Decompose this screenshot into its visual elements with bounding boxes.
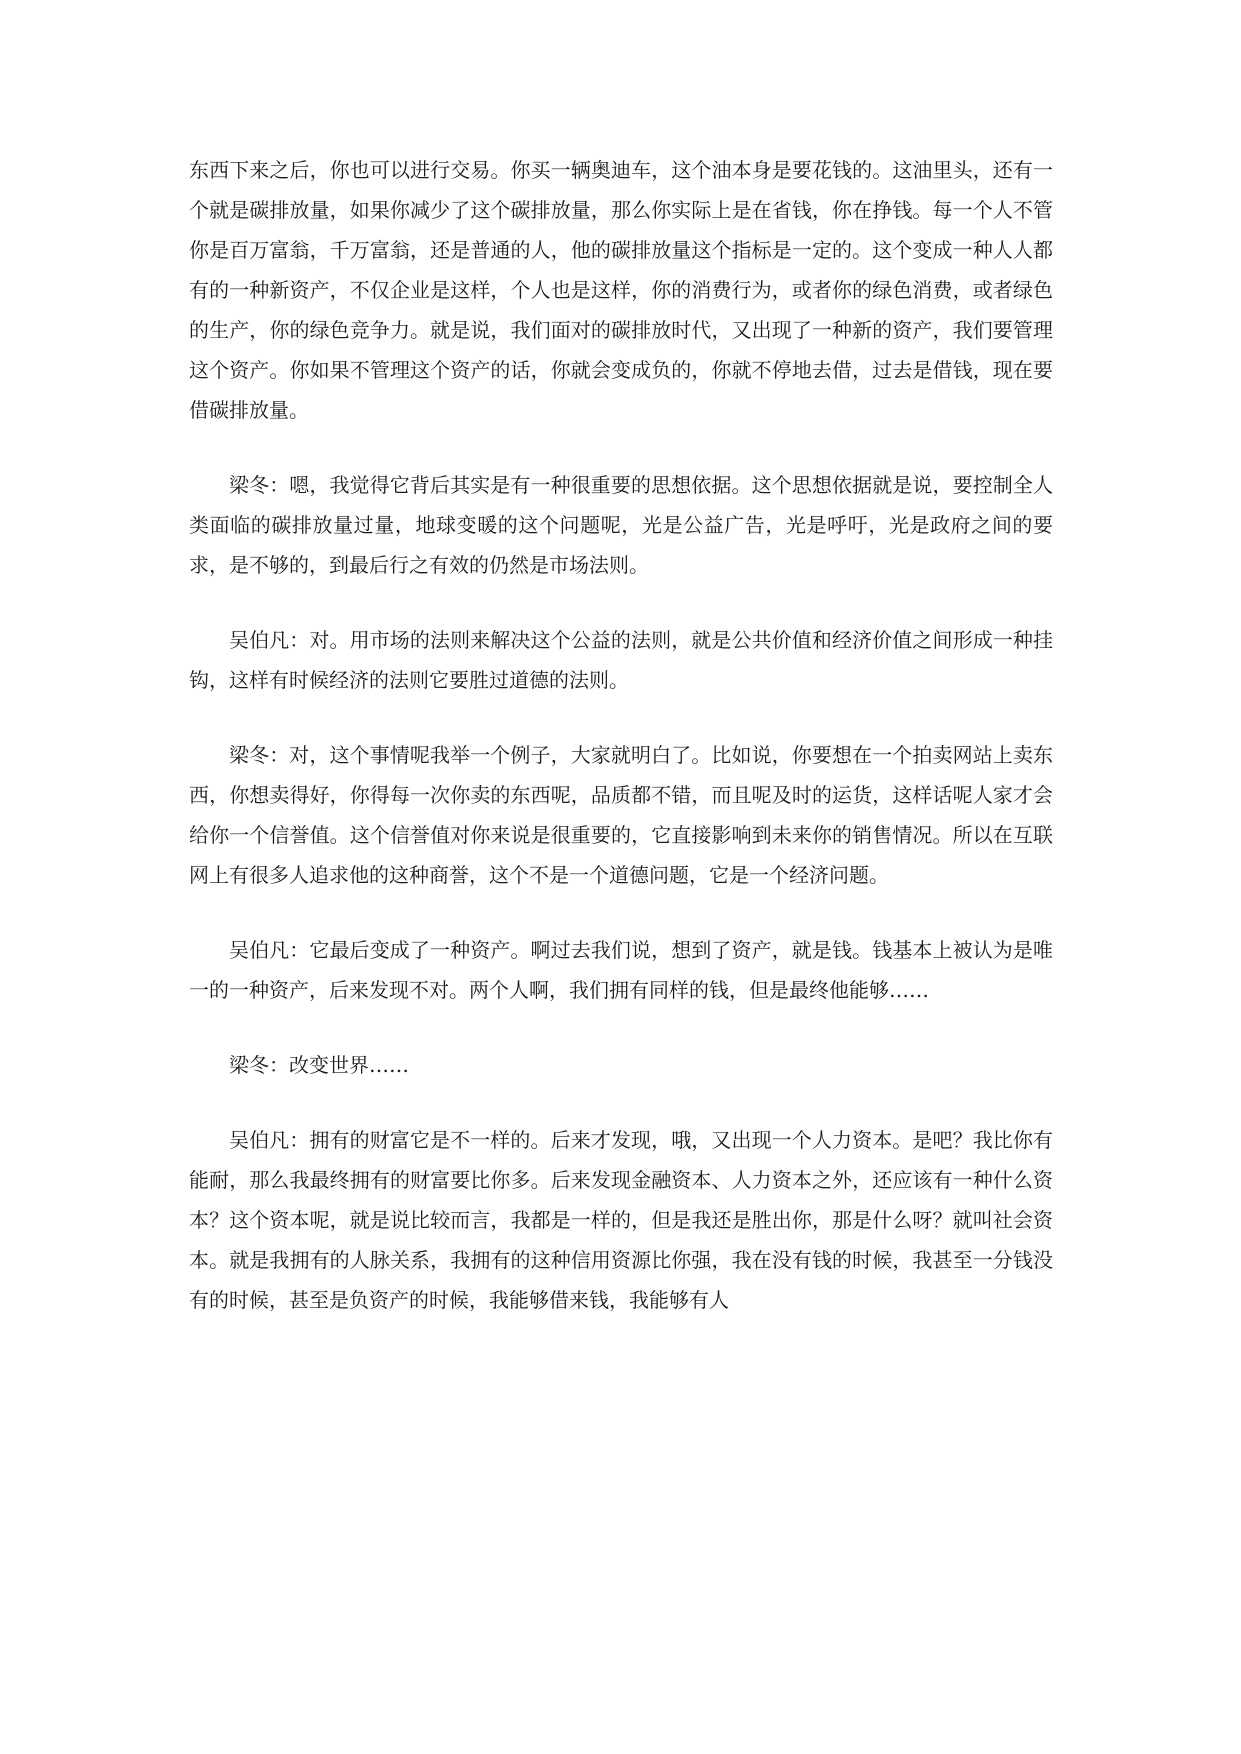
paragraph-carbon-asset: 东西下来之后，你也可以进行交易。你买一辆奥迪车，这个油本身是要花钱的。这油里头，还有一个就是碳排放量，如果你减少了这个碳排放量，那么你实际上是在省钱，你在挣钱。每一个人不管你是百万富翁，千万富翁，还是普通的人，他的碳排放量这个指标是一定的。这个变成一种人人都有的一种新资产，不仅企业是这样，个人也是这样，你的消费行为，或者你的绿色消费，或者绿色的生产，你的绿色竞争力。就是说，我们面对的碳排放时代，又出现了一种新的资产，我们要管理这个资产。你如果不管理这个资产的话，你就会变成负的，你就不停地去借，过去是借钱，现在要借碳排放量。 [189, 158, 1053, 422]
paragraph-wu-bofan-asset: 吴伯凡：它最后变成了一种资产。啊过去我们说，想到了资产，就是钱。钱基本上被认为是唯一的一种资产，后来发现不对。两个人啊，我们拥有同样的钱，但是最终他能够…… [189, 938, 1053, 1002]
paragraph-liang-dong-reputation: 梁冬：对，这个事情呢我举一个例子，大家就明白了。比如说，你要想在一个拍卖网站上卖东西，你想卖得好，你得每一次你卖的东西呢，品质都不错，而且呢及时的运货，这样话呢人家才会给你一个信誉值。这个信誉值对你来说是很重要的，它直接影响到未来你的销售情况。所以在互联网上有很多人追求他的这种商誉，这个不是一个道德问题，它是一个经济问题。 [189, 743, 1053, 887]
paragraph-liang-dong-market-law: 梁冬：嗯，我觉得它背后其实是有一种很重要的思想依据。这个思想依据就是说，要控制全人类面临的碳排放量过量，地球变暖的这个问题呢，光是公益广告，光是呼吁，光是政府之间的要求，是不够的，到最后行之有效的仍然是市场法则。 [189, 473, 1053, 577]
paragraph-liang-dong-change-world: 梁冬：改变世界…… [229, 1053, 409, 1077]
document-body [189, 150, 1053, 1320]
paragraph-wu-bofan-public-value: 吴伯凡：对。用市场的法则来解决这个公益的法则，就是公共价值和经济价值之间形成一种挂钩，这样有时候经济的法则它要胜过道德的法则。 [189, 628, 1053, 692]
paragraph-wu-bofan-social-capital: 吴伯凡：拥有的财富它是不一样的。后来才发现，哦，又出现一个人力资本。是吧？我比你有能耐，那么我最终拥有的财富要比你多。后来发现金融资本、人力资本之外，还应该有一种什么资本？这个资本呢，就是说比较而言，我都是一样的，但是我还是胜出你，那是什么呀？就叫社会资本。就是我拥有的人脉关系，我拥有的这种信用资源比你强，我在没有钱的时候，我甚至一分钱没有的时候，甚至是负资产的时候，我能够借来钱，我能够有人 [189, 1128, 1053, 1312]
